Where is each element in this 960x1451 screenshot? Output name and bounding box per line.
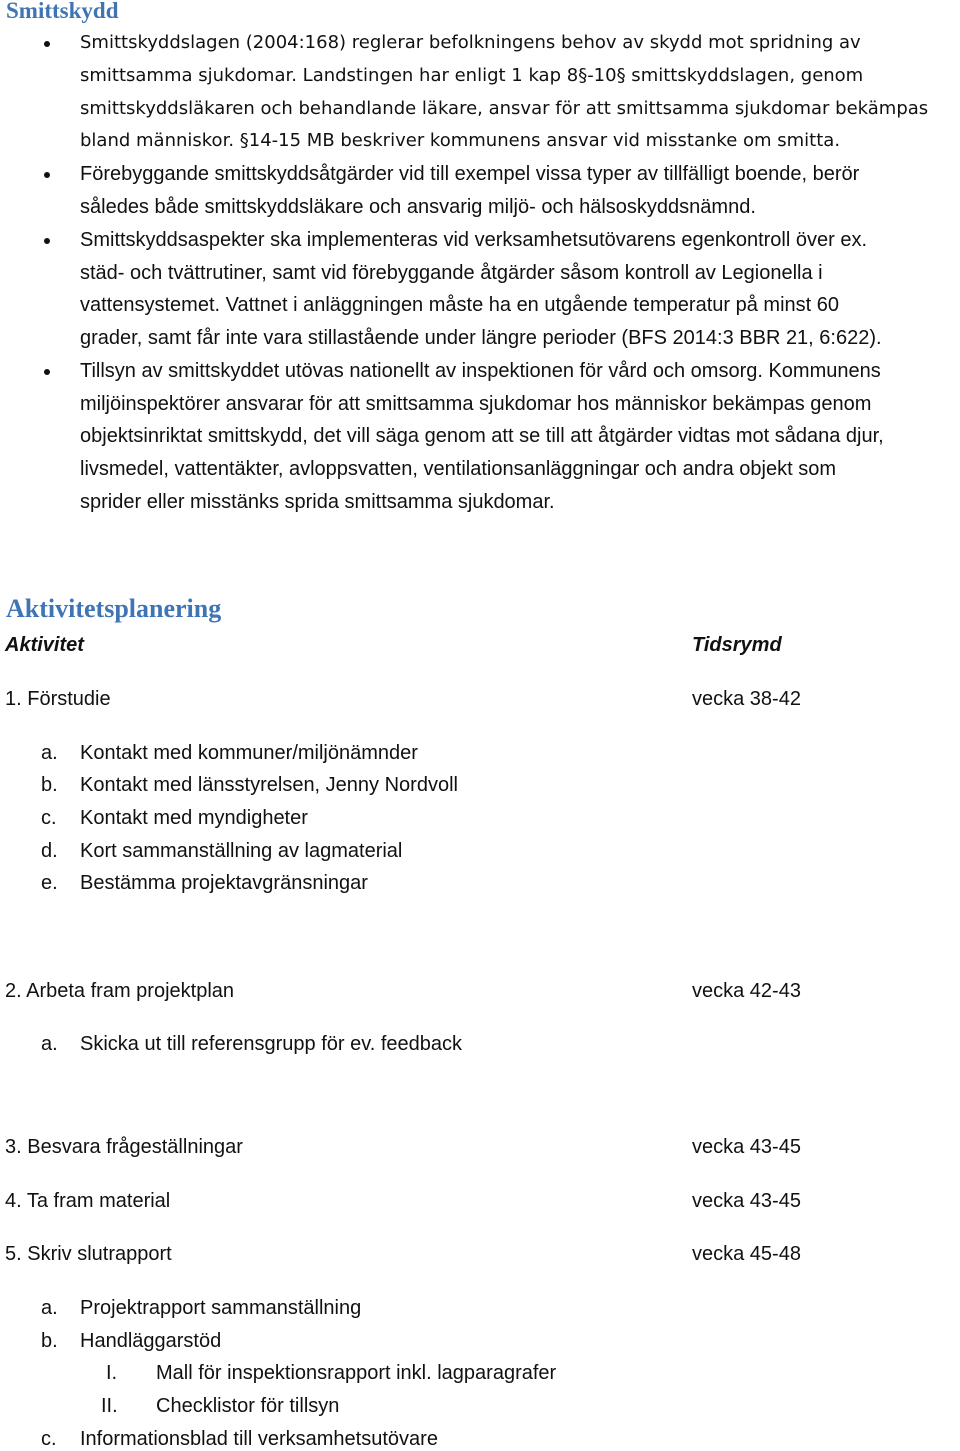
subitem-text: Handläggarstöd (80, 1330, 222, 1352)
text-line: sprider eller misstänks sprida smittsamma sjukdomar. (80, 491, 555, 513)
text-line: smittsamma sjukdomar. Landstingen har enligt 1 kap 8§-10§ smittskyddslagen, genom (80, 65, 864, 86)
subitem-text: Bestämma projektavgränsningar (80, 872, 368, 894)
section-title-smittskydd: Smittskydd (6, 0, 119, 23)
text-line: objektsinriktat smittskydd, det vill säga genom att se till att åtgärder vidtas mot sådana djur, (80, 425, 884, 447)
subitem-text: Kontakt med kommuner/miljönämnder (80, 742, 418, 764)
text-line: Tillsyn av smittskyddet utövas nationellt av inspektionen för vård och omsorg. Kommunens (80, 360, 881, 382)
subsubitem-text: Checklistor för tillsyn (156, 1395, 340, 1417)
subitem-marker: a. (41, 742, 58, 764)
activity-time: vecka 42-43 (692, 980, 801, 1002)
activity-label: 2. Arbeta fram projektplan (5, 980, 235, 1002)
subitem-marker: a. (41, 1033, 58, 1055)
section-title-aktivitetsplanering: Aktivitetsplanering (6, 594, 222, 623)
bullet-icon (44, 172, 50, 178)
subitem-marker: a. (41, 1297, 58, 1319)
text-line: Förebyggande smittskyddsåtgärder vid till exempel vissa typer av tillfälligt boende, berör (80, 163, 860, 185)
column-header-time: Tidsrymd (692, 634, 782, 656)
text-line: Smittskyddslagen (2004:168) reglerar befolkningens behov av skydd mot spridning av (80, 32, 861, 53)
activity-label: 1. Förstudie (5, 688, 111, 710)
text-line: grader, samt får inte vara stillastående under längre perioder (BFS 2014:3 BBR 21, 6:622). (80, 327, 882, 349)
subitem-text: Informationsblad till verksamhetsutövare (80, 1428, 438, 1450)
subitem-marker: b. (41, 774, 58, 796)
text-line: smittskyddsläkaren och behandlande läkare, ansvar för att smittsamma sjukdomar bekämpas (80, 98, 929, 119)
subitem-marker: c. (41, 1428, 57, 1450)
text-line: bland människor. §14-15 MB beskriver kommunens ansvar vid misstanke om smitta. (80, 130, 841, 151)
subitem-marker: d. (41, 840, 58, 862)
activity-label: 4. Ta fram material (5, 1190, 171, 1212)
subitem-text: Skicka ut till referensgrupp för ev. feedback (80, 1033, 463, 1055)
subitem-text: Kontakt med länsstyrelsen, Jenny Nordvoll (80, 774, 458, 796)
bullet-icon (44, 41, 50, 47)
activity-time: vecka 45-48 (692, 1243, 801, 1265)
bullet-icon (44, 369, 50, 375)
subsubitem-text: Mall för inspektionsrapport inkl. lagparagrafer (156, 1362, 557, 1384)
text-line: således både smittskyddsläkare och ansvarig miljö- och hälsoskyddsnämnd. (80, 196, 756, 218)
subitem-marker: e. (41, 872, 58, 894)
subitem-text: Kontakt med myndigheter (80, 807, 308, 829)
activity-time: vecka 43-45 (692, 1190, 801, 1212)
activity-time: vecka 38-42 (692, 688, 801, 710)
text-line: Smittskyddsaspekter ska implementeras vid verksamhetsutövarens egenkontroll över ex. (80, 229, 868, 251)
subsubitem-marker: II. (101, 1395, 118, 1417)
subitem-marker: c. (41, 807, 57, 829)
subsubitem-marker: I. (106, 1362, 118, 1384)
activity-label: 3. Besvara frågeställningar (5, 1136, 243, 1158)
subitem-text: Projektrapport sammanställning (80, 1297, 362, 1319)
activity-label: 5. Skriv slutrapport (5, 1243, 172, 1265)
text-line: städ- och tvättrutiner, samt vid förebyggande åtgärder såsom kontroll av Legionella i (80, 262, 823, 284)
text-line: livsmedel, vattentäkter, avloppsvatten, ventilationsanläggningar och andra objekt som (80, 458, 837, 480)
text-line: vattensystemet. Vattnet i anläggningen måste ha en utgående temperatur på minst 60 (80, 294, 839, 316)
column-header-activity: Aktivitet (5, 634, 84, 656)
activity-time: vecka 43-45 (692, 1136, 801, 1158)
subitem-marker: b. (41, 1330, 58, 1352)
text-line: miljöinspektörer ansvarar för att smittsamma sjukdomar hos människor bekämpas genom (80, 393, 872, 415)
bullet-icon (44, 238, 50, 244)
subitem-text: Kort sammanställning av lagmaterial (80, 840, 403, 862)
